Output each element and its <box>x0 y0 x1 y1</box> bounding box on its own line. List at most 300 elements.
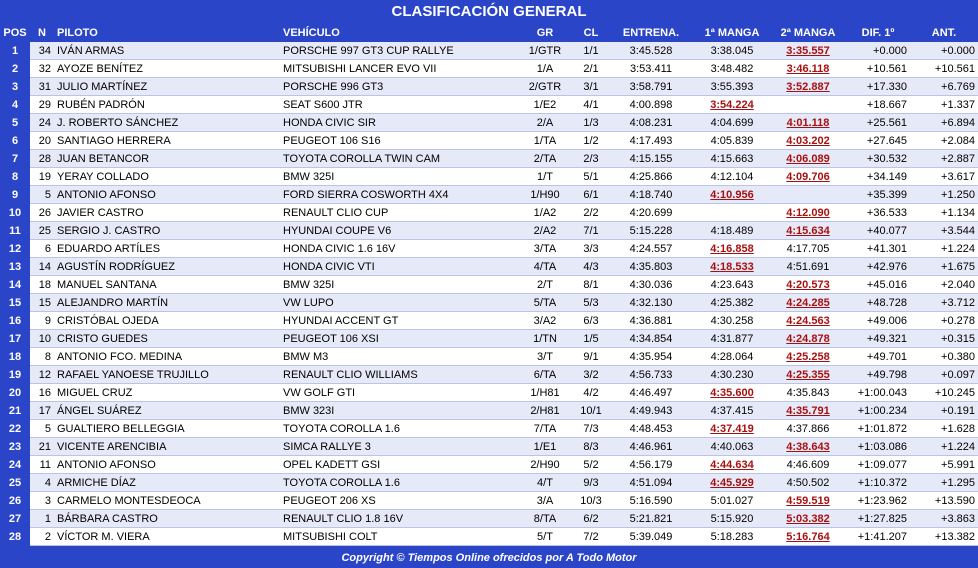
row-group: 5/TA <box>516 294 574 312</box>
row-diff-leader: +34.149 <box>846 168 910 186</box>
row-diff-previous: +10.245 <box>910 384 978 402</box>
row-group: 3/TA <box>516 240 574 258</box>
row-diff-leader: +49.321 <box>846 330 910 348</box>
row-run2-time <box>770 96 846 114</box>
row-diff-previous: +1.250 <box>910 186 978 204</box>
row-vehicle: HONDA CIVIC VTI <box>280 258 516 276</box>
row-run2-time-best: 4:59.519 <box>770 492 846 510</box>
row-number: 19 <box>30 168 54 186</box>
table-row <box>0 150 978 168</box>
row-diff-previous: +3.863 <box>910 510 978 528</box>
row-pos: 8 <box>0 168 30 186</box>
row-run2-time: 4:50.502 <box>770 474 846 492</box>
row-vehicle: RENAULT CLIO CUP <box>280 204 516 222</box>
row-pos: 22 <box>0 420 30 438</box>
row-pos: 1 <box>0 42 30 60</box>
col-header-vehiculo: VEHÍCULO <box>280 24 516 42</box>
row-driver: AGUSTÍN RODRÍGUEZ <box>54 258 280 276</box>
table-row <box>0 258 978 276</box>
row-diff-leader: +35.399 <box>846 186 910 204</box>
results-table <box>0 24 978 546</box>
row-diff-leader: +48.728 <box>846 294 910 312</box>
row-pos: 23 <box>0 438 30 456</box>
row-practice-time: 4:46.497 <box>608 384 694 402</box>
row-diff-leader: +30.532 <box>846 150 910 168</box>
row-practice-time: 4:34.854 <box>608 330 694 348</box>
row-group: 5/T <box>516 528 574 546</box>
row-practice-time: 4:56.179 <box>608 456 694 474</box>
row-class: 5/3 <box>574 294 608 312</box>
row-run1-time: 4:37.415 <box>694 402 770 420</box>
row-class: 2/1 <box>574 60 608 78</box>
row-diff-previous: +0.191 <box>910 402 978 420</box>
row-pos: 24 <box>0 456 30 474</box>
row-driver: JUAN BETANCOR <box>54 150 280 168</box>
row-number: 18 <box>30 276 54 294</box>
row-group: 1/A <box>516 60 574 78</box>
row-vehicle: BMW 325I <box>280 276 516 294</box>
row-driver: CRISTÓBAL OJEDA <box>54 312 280 330</box>
row-driver: YERAY COLLADO <box>54 168 280 186</box>
row-class: 4/1 <box>574 96 608 114</box>
row-driver: MANUEL SANTANA <box>54 276 280 294</box>
row-number: 4 <box>30 474 54 492</box>
row-vehicle: HONDA CIVIC 1.6 16V <box>280 240 516 258</box>
copyright-footer: Copyright © Tiempos Online ofrecidos por A Todo Motor <box>341 552 637 564</box>
row-diff-previous: +1.224 <box>910 438 978 456</box>
table-row <box>0 492 978 510</box>
row-run2-time-best: 4:24.563 <box>770 312 846 330</box>
row-pos: 21 <box>0 402 30 420</box>
row-group: 1/GTR <box>516 42 574 60</box>
row-run1-time: 4:23.643 <box>694 276 770 294</box>
row-pos: 27 <box>0 510 30 528</box>
row-number: 14 <box>30 258 54 276</box>
row-vehicle: HYUNDAI COUPE V6 <box>280 222 516 240</box>
table-row <box>0 474 978 492</box>
row-practice-time: 4:48.453 <box>608 420 694 438</box>
row-vehicle: MITSUBISHI COLT <box>280 528 516 546</box>
row-class: 4/3 <box>574 258 608 276</box>
row-run1-time-best: 4:45.929 <box>694 474 770 492</box>
row-group: 4/TA <box>516 258 574 276</box>
table-row <box>0 42 978 60</box>
row-practice-time: 4:00.898 <box>608 96 694 114</box>
row-diff-previous: +13.382 <box>910 528 978 546</box>
row-run2-time-best: 4:38.643 <box>770 438 846 456</box>
row-run2-time-best: 4:35.791 <box>770 402 846 420</box>
row-number: 28 <box>30 150 54 168</box>
table-row <box>0 186 978 204</box>
row-diff-leader: +10.561 <box>846 60 910 78</box>
row-diff-previous: +0.097 <box>910 366 978 384</box>
row-vehicle: FORD SIERRA COSWORTH 4X4 <box>280 186 516 204</box>
row-diff-leader: +1:00.234 <box>846 402 910 420</box>
row-group: 1/TN <box>516 330 574 348</box>
row-vehicle: OPEL KADETT GSI <box>280 456 516 474</box>
row-group: 2/H90 <box>516 456 574 474</box>
row-practice-time: 4:36.881 <box>608 312 694 330</box>
row-group: 8/TA <box>516 510 574 528</box>
row-class: 1/1 <box>574 42 608 60</box>
row-practice-time: 4:49.943 <box>608 402 694 420</box>
row-group: 1/T <box>516 168 574 186</box>
row-diff-previous: +3.617 <box>910 168 978 186</box>
row-diff-leader: +25.561 <box>846 114 910 132</box>
row-run1-time: 4:31.877 <box>694 330 770 348</box>
row-diff-leader: +0.000 <box>846 42 910 60</box>
row-run2-time-best: 4:01.118 <box>770 114 846 132</box>
col-header-ant: ANT. <box>910 24 978 42</box>
row-diff-leader: +1:00.043 <box>846 384 910 402</box>
row-diff-previous: +1.675 <box>910 258 978 276</box>
row-diff-previous: +1.224 <box>910 240 978 258</box>
row-pos: 14 <box>0 276 30 294</box>
row-run2-time <box>770 186 846 204</box>
row-class: 1/5 <box>574 330 608 348</box>
row-run1-time: 3:48.482 <box>694 60 770 78</box>
row-practice-time: 4:30.036 <box>608 276 694 294</box>
row-vehicle: HONDA CIVIC SIR <box>280 114 516 132</box>
row-run1-time: 5:15.920 <box>694 510 770 528</box>
row-run1-time: 4:30.230 <box>694 366 770 384</box>
table-row <box>0 456 978 474</box>
row-diff-leader: +42.976 <box>846 258 910 276</box>
row-diff-leader: +45.016 <box>846 276 910 294</box>
row-driver: AYOZE BENÍTEZ <box>54 60 280 78</box>
row-number: 12 <box>30 366 54 384</box>
row-class: 3/3 <box>574 240 608 258</box>
row-diff-leader: +1:03.086 <box>846 438 910 456</box>
row-driver: GUALTIERO BELLEGGIA <box>54 420 280 438</box>
row-class: 5/2 <box>574 456 608 474</box>
row-class: 7/1 <box>574 222 608 240</box>
table-row <box>0 348 978 366</box>
row-pos: 25 <box>0 474 30 492</box>
table-row <box>0 420 978 438</box>
row-class: 2/3 <box>574 150 608 168</box>
row-run2-time: 4:17.705 <box>770 240 846 258</box>
row-class: 6/1 <box>574 186 608 204</box>
row-number: 32 <box>30 60 54 78</box>
row-driver: EDUARDO ARTÍLES <box>54 240 280 258</box>
row-pos: 28 <box>0 528 30 546</box>
row-run1-time: 4:25.382 <box>694 294 770 312</box>
row-pos: 15 <box>0 294 30 312</box>
row-class: 1/3 <box>574 114 608 132</box>
row-pos: 17 <box>0 330 30 348</box>
row-group: 2/GTR <box>516 78 574 96</box>
row-run2-time-best: 4:03.202 <box>770 132 846 150</box>
table-row <box>0 366 978 384</box>
row-group: 2/A <box>516 114 574 132</box>
row-vehicle: MITSUBISHI LANCER EVO VII <box>280 60 516 78</box>
row-run2-time-best: 5:03.382 <box>770 510 846 528</box>
row-class: 10/1 <box>574 402 608 420</box>
row-practice-time: 3:58.791 <box>608 78 694 96</box>
row-vehicle: SEAT S600 JTR <box>280 96 516 114</box>
row-driver: VÍCTOR M. VIERA <box>54 528 280 546</box>
row-driver: ALEJANDRO MARTÍN <box>54 294 280 312</box>
row-run1-time-best: 3:54.224 <box>694 96 770 114</box>
row-practice-time: 4:24.557 <box>608 240 694 258</box>
table-row <box>0 312 978 330</box>
row-run1-time: 5:18.283 <box>694 528 770 546</box>
row-number: 21 <box>30 438 54 456</box>
row-driver: ANTONIO FCO. MEDINA <box>54 348 280 366</box>
row-group: 7/TA <box>516 420 574 438</box>
row-number: 10 <box>30 330 54 348</box>
row-vehicle: TOYOTA COROLLA 1.6 <box>280 420 516 438</box>
row-diff-leader: +49.006 <box>846 312 910 330</box>
row-class: 3/1 <box>574 78 608 96</box>
row-practice-time: 4:18.740 <box>608 186 694 204</box>
page-title: CLASIFICACIÓN GENERAL <box>391 3 587 20</box>
table-row <box>0 114 978 132</box>
row-practice-time: 4:35.803 <box>608 258 694 276</box>
table-row <box>0 222 978 240</box>
table-row <box>0 204 978 222</box>
table-row <box>0 402 978 420</box>
row-class: 9/3 <box>574 474 608 492</box>
row-number: 3 <box>30 492 54 510</box>
row-pos: 5 <box>0 114 30 132</box>
row-run2-time-best: 4:06.089 <box>770 150 846 168</box>
row-diff-previous: +3.544 <box>910 222 978 240</box>
row-pos: 9 <box>0 186 30 204</box>
row-vehicle: RENAULT CLIO WILLIAMS <box>280 366 516 384</box>
row-run1-time: 4:18.489 <box>694 222 770 240</box>
table-row <box>0 132 978 150</box>
row-number: 16 <box>30 384 54 402</box>
row-group: 3/T <box>516 348 574 366</box>
row-number: 29 <box>30 96 54 114</box>
row-run1-time: 4:04.699 <box>694 114 770 132</box>
row-practice-time: 4:56.733 <box>608 366 694 384</box>
row-group: 1/H90 <box>516 186 574 204</box>
table-header <box>0 24 978 42</box>
col-header-manga1: 1ª MANGA <box>694 24 770 42</box>
row-pos: 3 <box>0 78 30 96</box>
row-diff-previous: +1.134 <box>910 204 978 222</box>
row-class: 4/2 <box>574 384 608 402</box>
row-practice-time: 3:53.411 <box>608 60 694 78</box>
row-number: 2 <box>30 528 54 546</box>
row-run2-time: 4:46.609 <box>770 456 846 474</box>
row-pos: 2 <box>0 60 30 78</box>
row-class: 6/2 <box>574 510 608 528</box>
row-practice-time: 3:45.528 <box>608 42 694 60</box>
row-class: 2/2 <box>574 204 608 222</box>
row-run1-time: 4:05.839 <box>694 132 770 150</box>
row-practice-time: 4:32.130 <box>608 294 694 312</box>
row-number: 17 <box>30 402 54 420</box>
row-practice-time: 4:46.961 <box>608 438 694 456</box>
row-number: 26 <box>30 204 54 222</box>
row-driver: JULIO MARTÍNEZ <box>54 78 280 96</box>
row-run2-time-best: 4:24.285 <box>770 294 846 312</box>
row-driver: RAFAEL YANOESE TRUJILLO <box>54 366 280 384</box>
row-diff-leader: +1:23.962 <box>846 492 910 510</box>
row-class: 3/2 <box>574 366 608 384</box>
row-run1-time-best: 4:44.634 <box>694 456 770 474</box>
row-diff-leader: +36.533 <box>846 204 910 222</box>
row-run2-time: 4:35.843 <box>770 384 846 402</box>
row-driver: RUBÉN PADRÓN <box>54 96 280 114</box>
row-diff-previous: +6.894 <box>910 114 978 132</box>
row-practice-time: 4:51.094 <box>608 474 694 492</box>
row-diff-leader: +49.701 <box>846 348 910 366</box>
col-header-pos: POS <box>0 24 30 42</box>
table-row <box>0 528 978 546</box>
row-pos: 6 <box>0 132 30 150</box>
table-row <box>0 276 978 294</box>
row-diff-leader: +1:09.077 <box>846 456 910 474</box>
table-body <box>0 42 978 546</box>
row-practice-time: 4:15.155 <box>608 150 694 168</box>
row-run2-time-best: 3:52.887 <box>770 78 846 96</box>
row-diff-leader: +49.798 <box>846 366 910 384</box>
row-driver: ANTONIO AFONSO <box>54 456 280 474</box>
row-practice-time: 5:15.228 <box>608 222 694 240</box>
row-pos: 12 <box>0 240 30 258</box>
row-diff-leader: +1:10.372 <box>846 474 910 492</box>
row-practice-time: 4:35.954 <box>608 348 694 366</box>
row-group: 2/T <box>516 276 574 294</box>
row-pos: 26 <box>0 492 30 510</box>
row-run2-time-best: 4:12.090 <box>770 204 846 222</box>
row-run1-time-best: 4:35.600 <box>694 384 770 402</box>
row-class: 7/2 <box>574 528 608 546</box>
row-class: 6/3 <box>574 312 608 330</box>
row-class: 7/3 <box>574 420 608 438</box>
row-pos: 10 <box>0 204 30 222</box>
row-vehicle: TOYOTA COROLLA 1.6 <box>280 474 516 492</box>
row-number: 20 <box>30 132 54 150</box>
row-diff-previous: +2.084 <box>910 132 978 150</box>
row-practice-time: 4:08.231 <box>608 114 694 132</box>
row-diff-previous: +1.337 <box>910 96 978 114</box>
row-run1-time: 4:15.663 <box>694 150 770 168</box>
table-row <box>0 240 978 258</box>
row-class: 10/3 <box>574 492 608 510</box>
row-vehicle: RENAULT CLIO 1.8 16V <box>280 510 516 528</box>
row-run1-time: 4:30.258 <box>694 312 770 330</box>
row-vehicle: TOYOTA COROLLA TWIN CAM <box>280 150 516 168</box>
row-driver: SERGIO J. CASTRO <box>54 222 280 240</box>
row-group: 3/A <box>516 492 574 510</box>
row-diff-leader: +41.301 <box>846 240 910 258</box>
row-number: 34 <box>30 42 54 60</box>
row-group: 1/TA <box>516 132 574 150</box>
row-practice-time: 5:16.590 <box>608 492 694 510</box>
row-pos: 18 <box>0 348 30 366</box>
table-row <box>0 78 978 96</box>
row-practice-time: 4:17.493 <box>608 132 694 150</box>
row-practice-time: 5:21.821 <box>608 510 694 528</box>
row-number: 5 <box>30 186 54 204</box>
row-pos: 11 <box>0 222 30 240</box>
row-class: 8/3 <box>574 438 608 456</box>
row-group: 3/A2 <box>516 312 574 330</box>
row-vehicle: PORSCHE 997 GT3 CUP RALLYE <box>280 42 516 60</box>
table-row <box>0 168 978 186</box>
row-run1-time-best: 4:37.419 <box>694 420 770 438</box>
table-row <box>0 60 978 78</box>
row-diff-previous: +1.628 <box>910 420 978 438</box>
row-driver: CARMELO MONTESDEOCA <box>54 492 280 510</box>
row-diff-leader: +1:27.825 <box>846 510 910 528</box>
row-practice-time: 4:25.866 <box>608 168 694 186</box>
row-group: 2/TA <box>516 150 574 168</box>
row-diff-leader: +40.077 <box>846 222 910 240</box>
row-diff-previous: +0.315 <box>910 330 978 348</box>
row-diff-previous: +13.590 <box>910 492 978 510</box>
row-diff-leader: +1:41.207 <box>846 528 910 546</box>
row-run2-time-best: 4:15.634 <box>770 222 846 240</box>
row-driver: SANTIAGO HERRERA <box>54 132 280 150</box>
row-run1-time: 4:40.063 <box>694 438 770 456</box>
row-number: 11 <box>30 456 54 474</box>
row-run2-time-best: 4:09.706 <box>770 168 846 186</box>
row-pos: 20 <box>0 384 30 402</box>
row-number: 24 <box>30 114 54 132</box>
row-diff-previous: +0.380 <box>910 348 978 366</box>
row-pos: 4 <box>0 96 30 114</box>
row-diff-previous: +0.000 <box>910 42 978 60</box>
table-row <box>0 330 978 348</box>
row-group: 1/H81 <box>516 384 574 402</box>
row-group: 2/H81 <box>516 402 574 420</box>
row-group: 2/A2 <box>516 222 574 240</box>
row-run2-time: 4:51.691 <box>770 258 846 276</box>
row-run2-time-best: 4:25.355 <box>770 366 846 384</box>
row-run1-time <box>694 204 770 222</box>
row-class: 1/2 <box>574 132 608 150</box>
row-number: 25 <box>30 222 54 240</box>
row-driver: ANTONIO AFONSO <box>54 186 280 204</box>
row-driver: BÁRBARA CASTRO <box>54 510 280 528</box>
row-driver: IVÁN ARMAS <box>54 42 280 60</box>
row-driver: MIGUEL CRUZ <box>54 384 280 402</box>
col-header-manga2: 2ª MANGA <box>770 24 846 42</box>
row-run1-time: 3:38.045 <box>694 42 770 60</box>
row-diff-previous: +6.769 <box>910 78 978 96</box>
row-number: 9 <box>30 312 54 330</box>
row-group: 1/E2 <box>516 96 574 114</box>
row-run2-time-best: 4:24.878 <box>770 330 846 348</box>
col-header-entrena: ENTRENA. <box>608 24 694 42</box>
row-diff-previous: +1.295 <box>910 474 978 492</box>
row-run2-time-best: 3:35.557 <box>770 42 846 60</box>
row-number: 1 <box>30 510 54 528</box>
row-run1-time: 4:28.064 <box>694 348 770 366</box>
row-practice-time: 4:20.699 <box>608 204 694 222</box>
row-diff-leader: +27.645 <box>846 132 910 150</box>
row-vehicle: VW LUPO <box>280 294 516 312</box>
row-diff-previous: +3.712 <box>910 294 978 312</box>
row-run1-time-best: 4:16.858 <box>694 240 770 258</box>
row-diff-leader: +1:01.872 <box>846 420 910 438</box>
row-vehicle: BMW M3 <box>280 348 516 366</box>
row-run2-time-best: 4:25.258 <box>770 348 846 366</box>
row-number: 6 <box>30 240 54 258</box>
row-number: 5 <box>30 420 54 438</box>
row-run1-time: 3:55.393 <box>694 78 770 96</box>
row-vehicle: PORSCHE 996 GT3 <box>280 78 516 96</box>
row-diff-previous: +10.561 <box>910 60 978 78</box>
row-driver: CRISTO GUEDES <box>54 330 280 348</box>
